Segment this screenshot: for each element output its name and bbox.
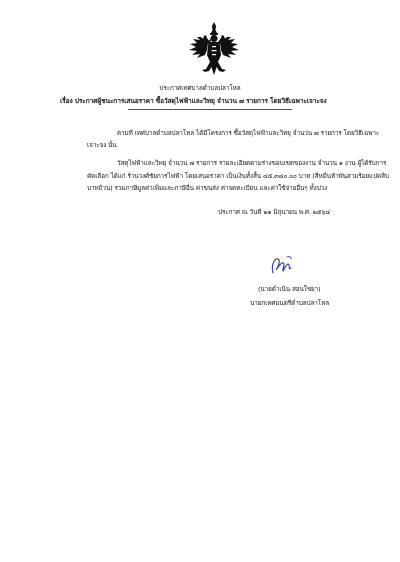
signer-name: (นายดำเนิน สอนใชยา): [258, 285, 321, 293]
subject-line: เรื่อง ประกาศผู้ชนะการเสนอราคา ซื้อวัสดุไฟฟ้าและวิทยุ จำนวน ๗ รายการ โดยวิธีเฉพาะเจาะจง: [60, 97, 327, 105]
handwritten-signature-icon: [268, 254, 296, 276]
paragraph-1-line-1: ตามที่ เทศบาลตำบลปลาโหล ได้มีโครงการ ซื้อวัสดุไฟฟ้าและวิทยุ จำนวน ๗ รายการ โดยวิธีเฉพาะ: [117, 129, 380, 137]
announcement-date: ประกาศ ณ วันที่ ๒๑ มิถุนายน พ.ศ. ๒๕๖๔: [218, 208, 331, 216]
paragraph-2-line-3: บาทถ้วน) รวมภาษีมูลค่าเพิ่มและภาษีอื่น ค่าขนส่ง ค่าจดทะเบียน และค่าใช้จ่ายอื่นๆ ทั้งปวง: [87, 184, 328, 192]
organization-heading: ประกาศเทศบาลตำบลปลาโหล: [159, 84, 241, 92]
garuda-emblem-icon: [188, 22, 240, 78]
subject-divider: [128, 109, 292, 110]
paragraph-2-line-1: วัสดุไฟฟ้าและวิทยุ จำนวน ๗ รายการ รายละเอียดตามร่างขอบเขตของงาน จำนวน ๑ งาน ผู้ได้รับการ: [117, 159, 387, 167]
paragraph-1-line-2: เจาะจง นั้น: [87, 141, 117, 149]
paragraph-2-line-2: คัดเลือก ได้แก่ ร้านวงศ์ชัยการไฟฟ้า โดยเสนอราคา เป็นเงินทั้งสิ้น ๔๕,๓๘๐.๐๐ บาท (สี่หมื่นห้าพันสามร้อยแปดสิบ: [87, 172, 389, 180]
signer-title: นายกเทศมนตรีตำบลปลาโหล: [250, 299, 330, 307]
